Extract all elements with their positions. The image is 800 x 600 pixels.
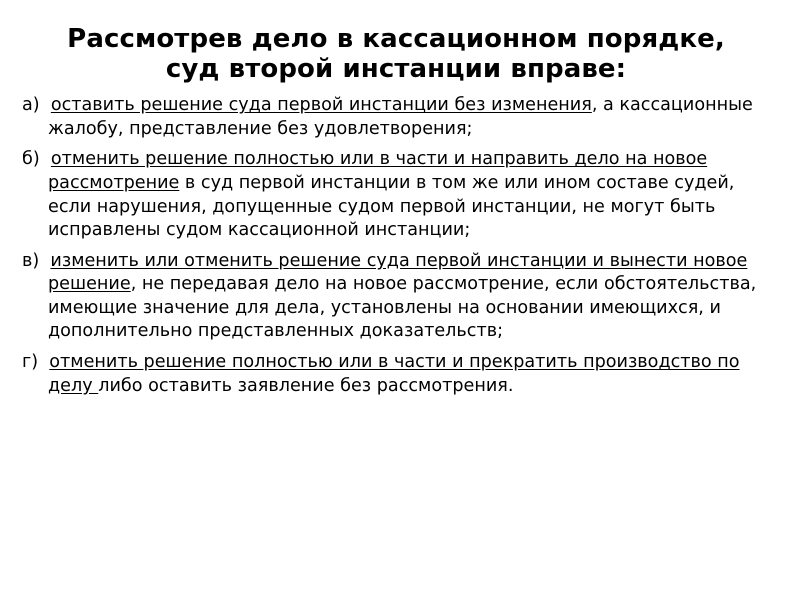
list-item <box>22 94 770 141</box>
list-item-marker: а) <box>22 95 40 116</box>
provisions-list <box>22 94 770 398</box>
slide-title: Рассмотрев дело в кассационном порядке, суд второй инстанции вправе: <box>67 24 725 85</box>
list-item-text: в суд первой инстанции в том же или ином составе судей, если нарушения, допущенные судом первой инстанции, не могут быть исправлены судом кассационной инстанции; <box>48 173 735 241</box>
list-item-underlined-text: отменить решение полностью или в части и направить дело на новое рассмотрение <box>48 149 708 193</box>
list-item-text: либо оставить заявление без рассмотрения. <box>98 375 514 396</box>
list-item-underlined-text: оставить решение суда первой инстанции без изменения <box>50 95 592 116</box>
list-item-underlined-text: отменить решение полностью или в части и прекратить производство по делу <box>48 351 740 396</box>
list-item-marker: в) <box>22 250 40 271</box>
list-item-text: , не передавая дело на новое рассмотрение, если обстоятельства, имеющие значение для дела, установлены на основании имеющихся, и дополнительно представленных доказательств; <box>48 274 757 342</box>
list-item <box>22 351 770 398</box>
list-item-underlined-text: изменить или отменить решение суда первой инстанции и вынести новое решение <box>48 250 748 295</box>
list-item-text: , а кассационные жалобу, представление без удовлетворения; <box>48 95 753 139</box>
list-item <box>22 148 770 242</box>
list-item <box>22 250 770 344</box>
list-item-marker: б) <box>22 149 40 170</box>
list-item-marker: г) <box>22 351 39 372</box>
